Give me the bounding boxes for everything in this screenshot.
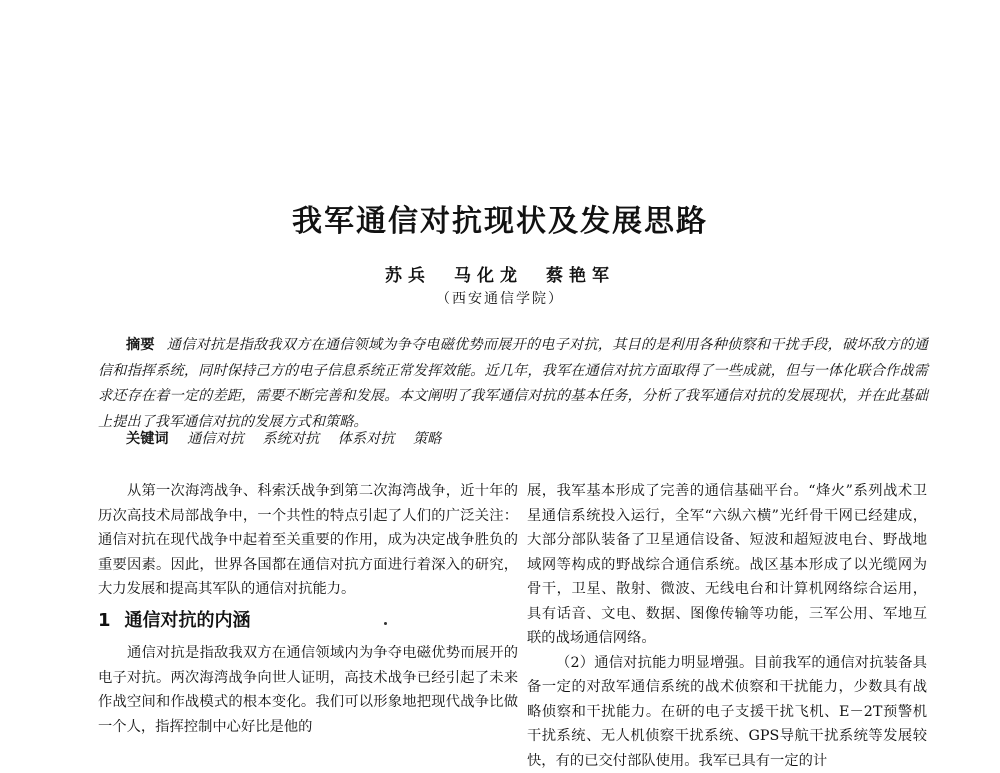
keyword: 系统对抗 [262,431,319,447]
continued-paragraph: 展，我军基本形成了完善的通信基础平台。“烽火”系列战术卫星通信系统投入运行，全军“六纵六横”光纤骨干网已经建成，大部分部队装备了卫星通信设备、短波和超短波电台、野战地域网等构成的野战综合通信系统。战区基本形成了以光缆网为骨干，卫星、散射、微波、无线电台和计算机网络综合运用，具有话音、文电、数据、图像传输等功能，三军公用、军地互联的战场通信网络。 [527,479,927,651]
section-number: 1 [98,610,111,631]
keyword: 体系对抗 [338,431,395,447]
section-title: 通信对抗的内涵 [125,610,251,631]
author-list: 苏兵 马化龙 蔡艳军 [0,261,1000,286]
left-column [98,479,518,739]
keywords-label: 关键词 [126,431,169,447]
section-paragraph: 通信对抗是指敌我双方在通信领域内为争夺电磁优势而展开的电子对抗。两次海湾战争向世人证明，高技术战争已经引起了未来作战空间和作战模式的根本变化。我们可以形象地把现代战争比做一个人，指挥控制中心好比是他的 [98,641,518,739]
paragraph-2: （2）通信对抗能力明显增强。目前我军的通信对抗装备具备一定的对敌军通信系统的战术侦察和干扰能力，少数具有战略侦察和干扰能力。在研的电子支援干扰飞机、E－2T预警机干扰系统、无人机侦察干扰系统、GPS导航干扰系统等发展较快，有的已交付部队使用。我军已具有一定的计 [527,651,927,773]
affiliation: （西安通信学院） [0,288,1000,308]
intro-paragraph: 从第一次海湾战争、科索沃战争到第二次海湾战争，近十年的历次高技术局部战争中，一个共性的特点引起了人们的广泛关注：通信对抗在现代战争中起着至关重要的作用，成为决定战争胜负的重要因素。因此，世界各国都在通信对抗方面进行着深入的研究，大力发展和提高其军队的通信对抗能力。 [98,479,518,602]
abstract [98,333,928,435]
keywords [126,428,886,448]
section-heading [98,609,518,634]
stray-dot [384,622,387,625]
keyword: 通信对抗 [187,431,244,447]
right-column [527,479,927,773]
keyword: 策略 [413,431,441,447]
paper-title: 我军通信对抗现状及发展思路 [0,196,1000,240]
abstract-text: 通信对抗是指敌我双方在通信领域为争夺电磁优势而展开的电子对抗，其目的是利用各种侦察和干扰手段，破坏敌方的通信和指挥系统，同时保持己方的电子信息系统正常发挥效能。近几年，我军在通信对抗方面取得了一些成就，但与一体化联合作战需求还存在着一定的差距，需要不断完善和发展。本文阐明了我军通信对抗的基本任务，分析了我军通信对抗的发展现状，并在此基础上提出了我军通信对抗的发展方式和策略。 [98,337,928,430]
abstract-label: 摘要 [126,337,155,353]
